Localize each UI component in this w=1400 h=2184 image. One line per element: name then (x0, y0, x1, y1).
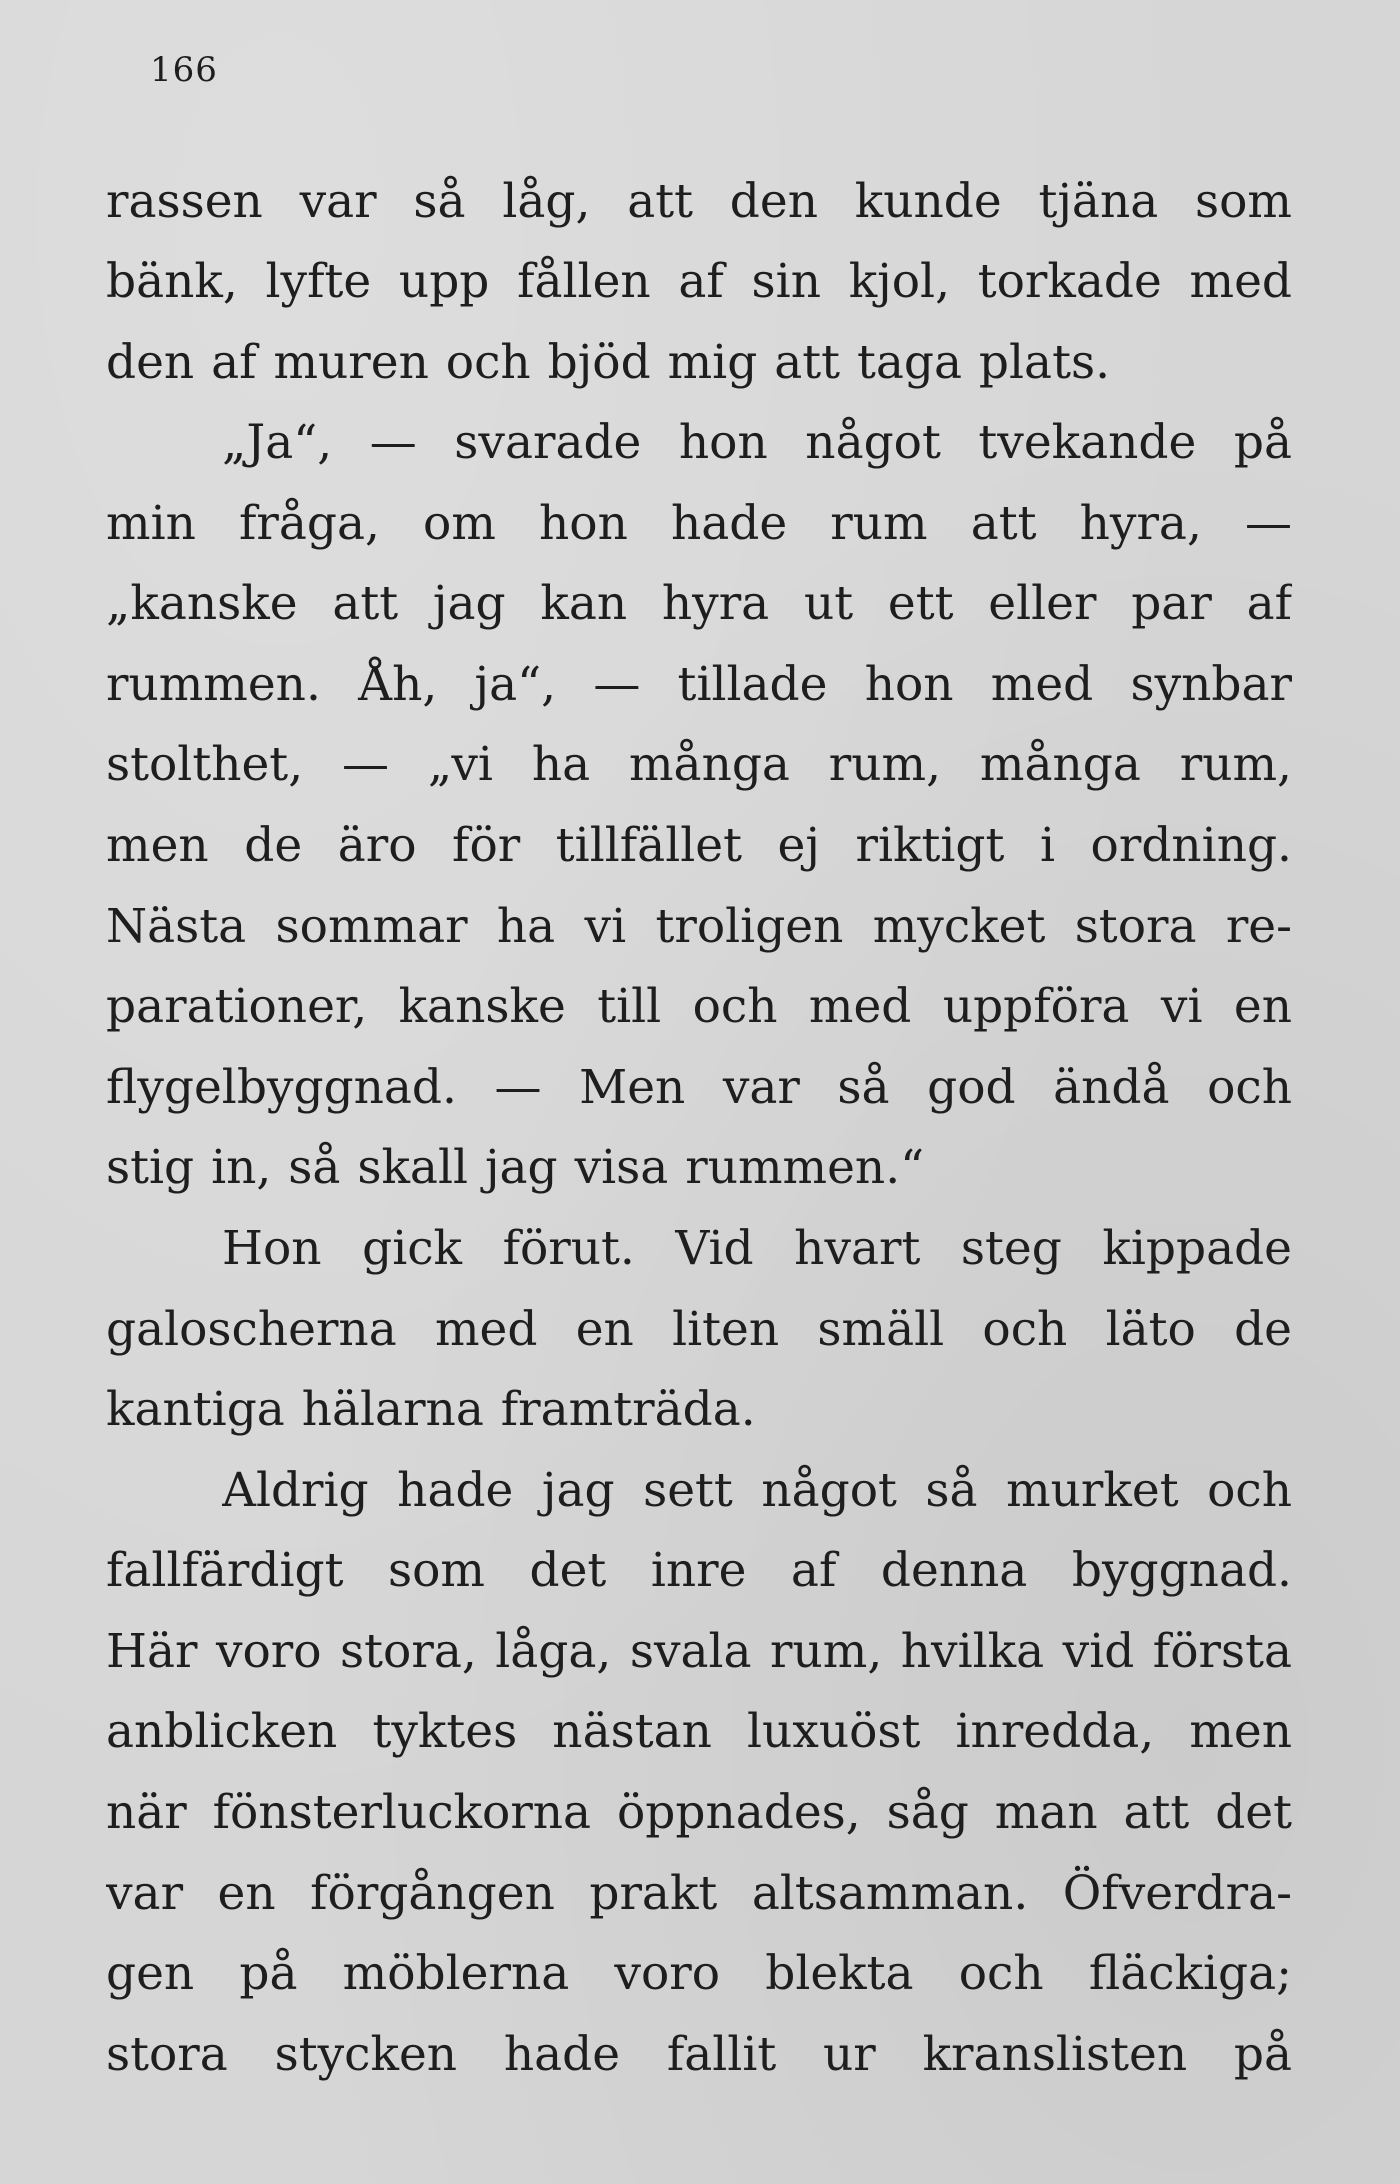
page-number: 166 (150, 50, 218, 90)
text-line: „kanske att jag kan hyra ut ett eller par af (106, 576, 1292, 631)
text-line: galoscherna med en liten smäll och läto de (106, 1302, 1292, 1357)
text-line: kantiga hälarna framträda. (106, 1382, 756, 1437)
text-line: var en förgången prakt altsamman. Öfverdra- (106, 1866, 1292, 1921)
text-line: Aldrig hade jag sett något så murket och (222, 1463, 1292, 1518)
text-line: fallfärdigt som det inre af denna byggnad. (106, 1543, 1292, 1598)
text-line: när fönsterluckorna öppnades, såg man att det (106, 1785, 1292, 1840)
text-line: gen på möblerna voro blekta och fläckiga; (106, 1946, 1292, 2001)
text-line: parationer, kanske till och med uppföra vi en (106, 979, 1292, 1034)
text-line: anblicken tyktes nästan luxuöst inredda, men (106, 1704, 1292, 1759)
text-line: „Ja“, — svarade hon något tvekande på (222, 415, 1292, 470)
text-line: flygelbyggnad. — Men var så god ändå och (106, 1060, 1292, 1115)
text-line: bänk, lyfte upp fållen af sin kjol, torkade med (106, 254, 1292, 309)
text-line: stora stycken hade fallit ur kranslisten på (106, 2027, 1292, 2082)
text-line: Nästa sommar ha vi troligen mycket stora re- (106, 899, 1292, 954)
text-line: men de äro för tillfället ej riktigt i ordning. (106, 818, 1292, 873)
text-line: rassen var så låg, att den kunde tjäna som (106, 174, 1292, 229)
text-line: Hon gick förut. Vid hvart steg kippade (222, 1221, 1292, 1276)
text-line: stig in, så skall jag visa rummen.“ (106, 1140, 925, 1195)
text-line: den af muren och bjöd mig att taga plats. (106, 335, 1111, 390)
text-line: Här voro stora, låga, svala rum, hvilka vid första (106, 1624, 1292, 1679)
text-line: rummen. Åh, ja“, — tillade hon med synbar (106, 657, 1292, 712)
text-line: stolthet, — „vi ha många rum, många rum, (106, 737, 1292, 792)
text-line: min fråga, om hon hade rum att hyra, — (106, 496, 1292, 551)
